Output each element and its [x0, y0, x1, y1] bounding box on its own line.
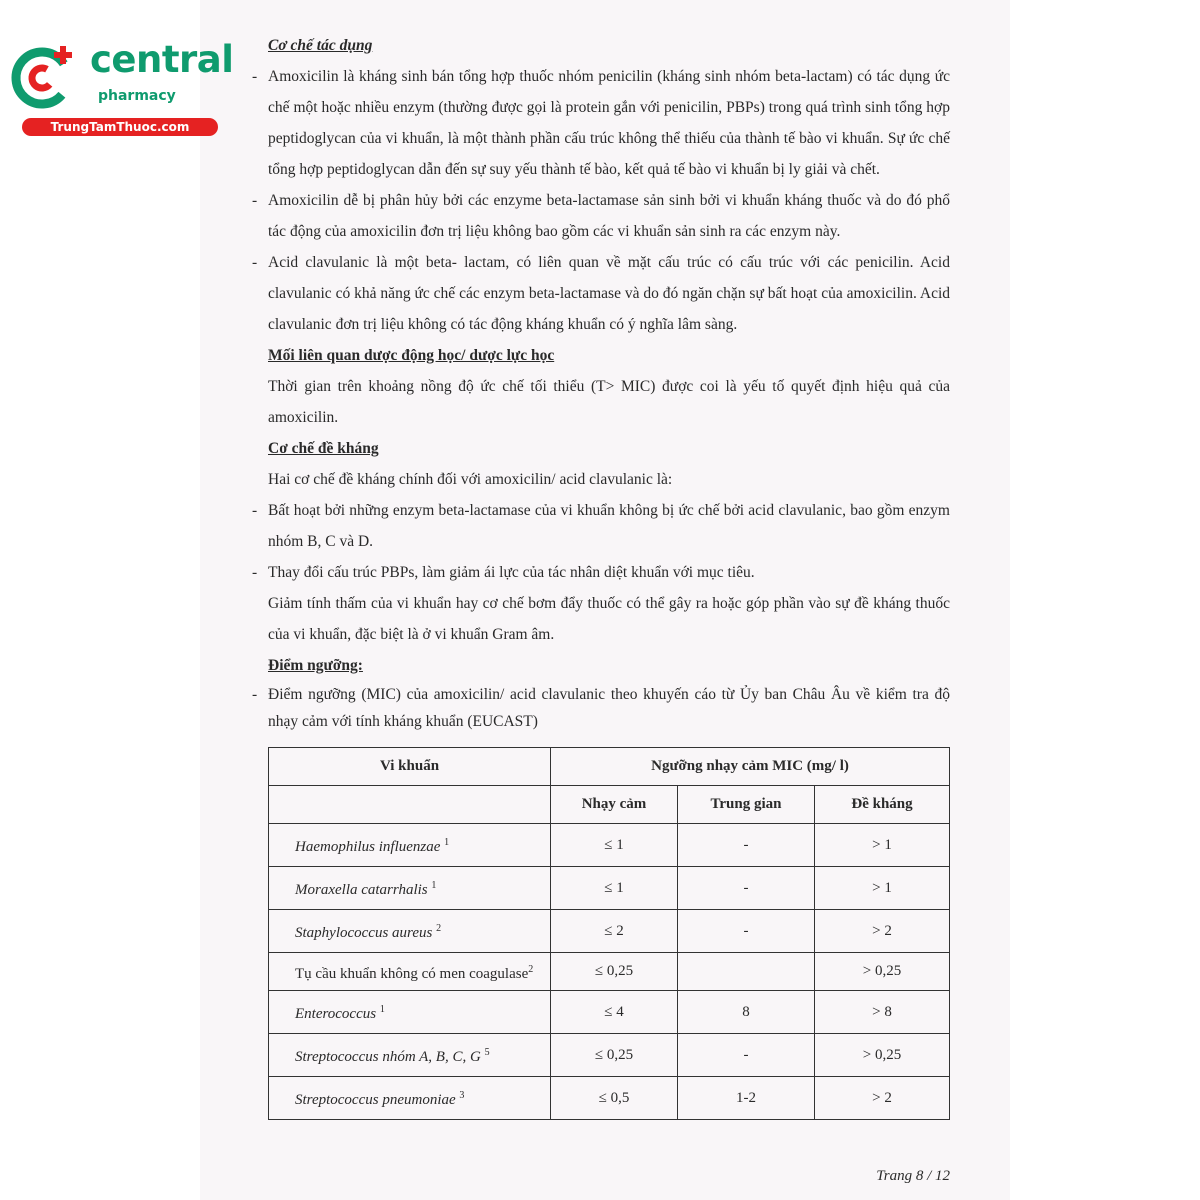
header-mic-group: Ngưỡng nhạy cảm MIC (mg/ l) [551, 748, 950, 786]
value-susceptible: ≤ 0,25 [551, 1034, 678, 1077]
value-intermediate: - [678, 1034, 815, 1077]
value-resistant: > 2 [815, 910, 950, 953]
logo-url[interactable]: TrungTamThuoc.com [22, 118, 218, 136]
logo-name: central [90, 38, 234, 81]
mic-breakpoint-table [268, 747, 950, 1120]
value-resistant: > 1 [815, 824, 950, 867]
logo-subtitle: pharmacy [98, 88, 176, 104]
bacteria-name: Haemophilus influenzae $^1$ [269, 824, 551, 867]
table-row [269, 910, 950, 953]
value-resistant: > 8 [815, 991, 950, 1034]
bacteria-name: Streptococcus nhóm A, B, C, G $^5$ [269, 1034, 551, 1077]
resistance-intro: Hai cơ chế đề kháng chính đối với amoxicilin/ acid clavulanic là: [268, 471, 673, 488]
bacteria-name: Streptococcus pneumoniae $^3$ [269, 1077, 551, 1120]
value-intermediate: 8 [678, 991, 815, 1034]
central-pharmacy-logo[interactable] [10, 36, 234, 136]
value-susceptible: ≤ 1 [551, 867, 678, 910]
page-number: Trang 8 / 12 [876, 1168, 950, 1184]
header-resistant: Đề kháng [815, 786, 950, 824]
header-intermediate: Trung gian [678, 786, 815, 824]
value-intermediate: - [678, 824, 815, 867]
bacteria-name: Tụ cầu khuẩn không có men coagulase$^2$ [269, 953, 551, 991]
value-resistant: > 2 [815, 1077, 950, 1120]
document-content [268, 30, 950, 1120]
table-row [269, 867, 950, 910]
value-intermediate: - [678, 867, 815, 910]
value-intermediate: 1-2 [678, 1077, 815, 1120]
resistance-extra: Giảm tính thấm của vi khuẩn hay cơ chế bơm đẩy thuốc có thể gây ra hoặc góp phần vào sự đề kháng thuốc của vi khuẩn, đặc biệt là ở vi khuẩn Gram âm. [268, 595, 950, 643]
value-resistant: > 1 [815, 867, 950, 910]
table-row [269, 1034, 950, 1077]
header-bacteria: Vi khuẩn [269, 748, 551, 786]
mechanism-paragraph-1: - Amoxicilin là kháng sinh bán tổng hợp thuốc nhóm penicilin (kháng sinh nhóm beta-lactam) có tác dụng ức chế một hoặc nhiều enzym (thường được gọi là protein gắn với penicilin, PBPs) trong quá trình sinh tổng hợp peptidoglycan của vi khuẩn, là một thành phần cấu trúc không thể thiếu của thành tế bào vi khuẩn. Sự ức chế tổng hợp peptidoglycan dẫn đến sự suy yếu thành tế bào, kết quả tế bào vi khuẩn bị ly giải và chết. [268, 61, 950, 185]
table-row [269, 824, 950, 867]
resistance-bullet-1: - Bất hoạt bởi những enzym beta-lactamase của vi khuẩn không bị ức chế bởi acid clavulanic, bao gồm enzym nhóm B, C và D. [268, 495, 950, 557]
value-intermediate: - [678, 910, 815, 953]
pkpd-text: Thời gian trên khoảng nồng độ ức chế tối thiểu (T> MIC) được coi là yếu tố quyết định hiệu quả của amoxicilin. [268, 378, 950, 426]
table-row [269, 991, 950, 1034]
table-row [269, 953, 950, 991]
header-susceptible: Nhạy cảm [551, 786, 678, 824]
value-susceptible: ≤ 1 [551, 824, 678, 867]
table-row [269, 1077, 950, 1120]
value-resistant: > 0,25 [815, 953, 950, 991]
value-susceptible: ≤ 0,5 [551, 1077, 678, 1120]
pharmacy-logo-icon [10, 40, 80, 110]
value-resistant: > 0,25 [815, 1034, 950, 1077]
heading-resistance: Cơ chế đề kháng [268, 440, 379, 457]
breakpoints-text: - Điểm ngưỡng (MIC) của amoxicilin/ acid clavulanic theo khuyến cáo từ Ủy ban Châu Âu về kiểm tra độ nhạy cảm với tính kháng khuẩn (EUCAST) [268, 681, 950, 735]
mechanism-paragraph-3: - Acid clavulanic là một beta- lactam, có liên quan về mặt cấu trúc có cấu trúc với các penicilin. Acid clavulanic có khả năng ức chế các enzym beta-lactamase và do đó ngăn chặn sự bất hoạt của amoxicilin. Acid clavulanic đơn trị liệu không có tác động kháng khuẩn có ý nghĩa lâm sàng. [268, 247, 950, 340]
table-subheader-row [269, 786, 950, 824]
heading-mechanism: Cơ chế tác dụng [268, 37, 373, 54]
mechanism-paragraph-2: - Amoxicilin dễ bị phân hủy bởi các enzyme beta-lactamase sản sinh bởi vi khuẩn kháng thuốc và do đó phổ tác động của amoxicilin đơn trị liệu không bao gồm các vi khuẩn sản sinh ra các enzym này. [268, 185, 950, 247]
resistance-bullet-2: - Thay đổi cấu trúc PBPs, làm giảm ái lực của tác nhân diệt khuẩn với mục tiêu. [268, 557, 950, 588]
value-susceptible: ≤ 0,25 [551, 953, 678, 991]
header-empty [269, 786, 551, 824]
value-susceptible: ≤ 2 [551, 910, 678, 953]
heading-breakpoints: Điểm ngưỡng: [268, 657, 363, 674]
value-susceptible: ≤ 4 [551, 991, 678, 1034]
value-intermediate [678, 953, 815, 991]
bacteria-name: Moraxella catarrhalis $^1$ [269, 867, 551, 910]
heading-pkpd: Mối liên quan dược động học/ dược lực học [268, 347, 555, 364]
bacteria-name: Enterococcus $^1$ [269, 991, 551, 1034]
table-header-row [269, 748, 950, 786]
bacteria-name: Staphylococcus aureus $^2$ [269, 910, 551, 953]
